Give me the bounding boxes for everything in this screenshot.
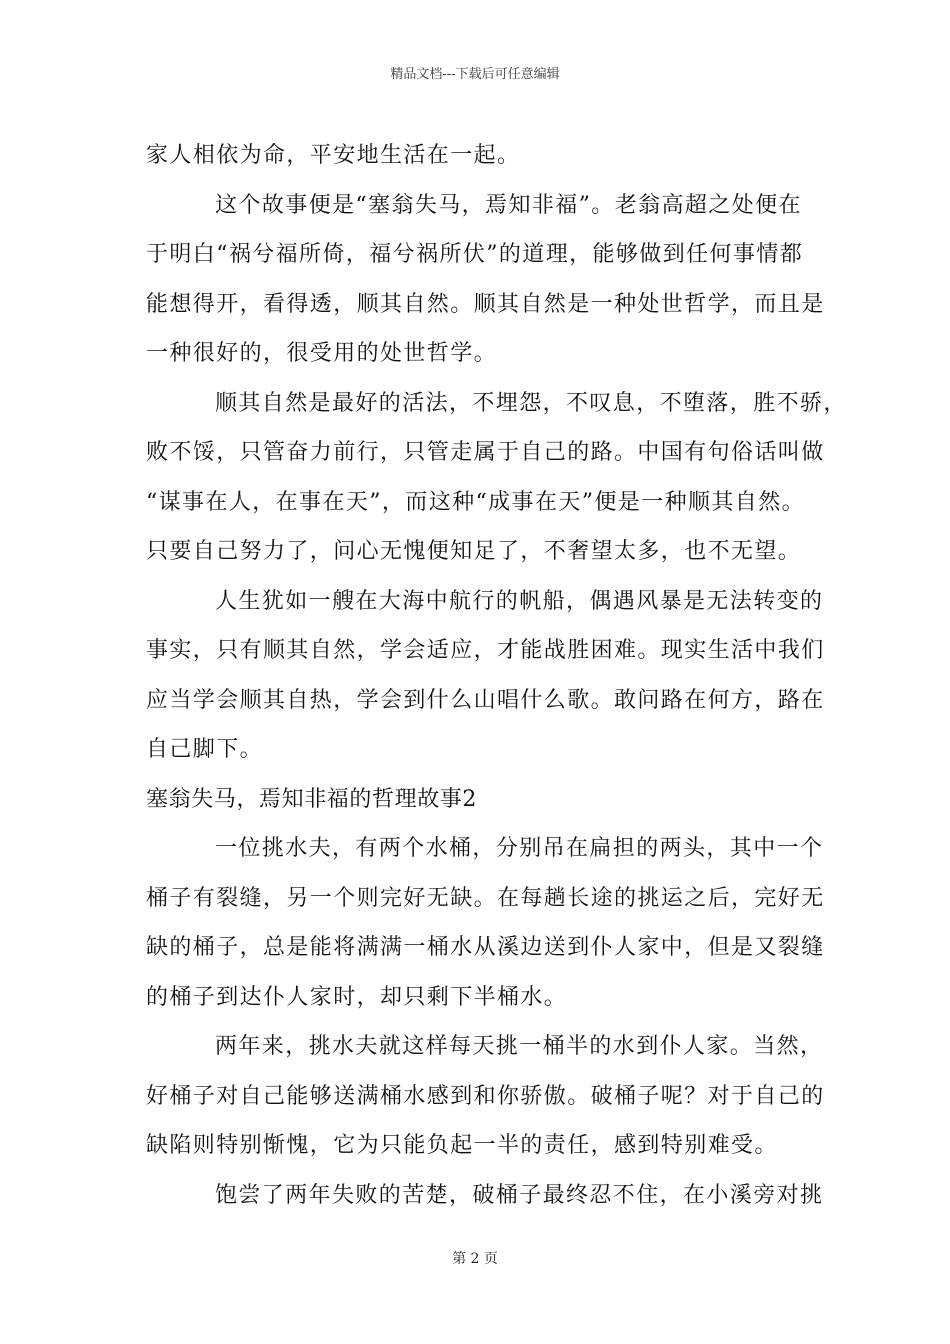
text-line: 应当学会顺其自热，学会到什么山唱什么歌。敢问路在何方，路在 [146,687,825,713]
text-line: 家人相依为命，平安地生活在一起。 [146,143,521,168]
text-line: 能想得开，看得透，顺其自然。顺其自然是一种处世哲学，而且是 [146,291,825,317]
page-number: 第 2 页 [452,1251,498,1267]
text-line: 的桶子到达仆人家时，却只剩下半桶水。 [146,984,568,1010]
text-line: 这个故事便是“塞翁失马，焉知非福”。老翁高超之处便在 [215,192,802,218]
text-line: 人生犹如一艘在大海中航行的帆船，偶遇风暴是无法转变的 [215,588,824,614]
text-line: 事实，只有顺其自然，学会适应，才能战胜困难。现实生活中我们 [146,638,825,663]
text-line: 自己脚下。 [146,737,264,762]
text-line: 只要自己努力了，问心无愧便知足了，不奢望太多，也不无望。 [146,539,802,564]
text-line: 顺其自然是最好的活法，不埋怨，不叹息，不堕落，胜不骄， [215,390,847,416]
text-line: 缺陷则特别惭愧，它为只能负起一半的责任，感到特别难受。 [146,1133,778,1158]
text-line: 好桶子对自己能够送满桶水感到和你骄傲。破桶子呢？对于自己的 [146,1083,825,1109]
document-body [146,131,847,1220]
text-line: 败不馁，只管奋力前行，只管走属于自己的路。中国有句俗话叫做 [146,440,825,465]
text-line: “谋事在人，在事在天”，而这种“成事在天”便是一种顺其自然。 [146,489,805,515]
page-header: 精品文档---下载后可任意编辑 [390,67,560,82]
text-line: 缺的桶子，总是能将满满一桶水从溪边送到仆人家中，但是又裂缝 [146,935,825,960]
text-line: 桶子有裂缝，另一个则完好无缺。在每趟长途的挑运之后，完好无 [146,885,825,911]
text-line: 饱尝了两年失败的苦楚，破桶子最终忍不住，在小溪旁对挑 [215,1182,824,1208]
text-line: 一种很好的，很受用的处世哲学。 [146,341,498,366]
text-line: 于明白“祸兮福所倚，福兮祸所伏”的道理，能够做到任何事情都 [146,242,804,267]
text-line: 两年来，挑水夫就这样每天挑一桶半的水到仆人家。当然， [215,1034,824,1059]
text-line: 一位挑水夫，有两个水桶，分别吊在扁担的两头，其中一个 [215,836,824,861]
section-heading: 塞翁失马，焉知非福的哲理故事2 [146,786,477,812]
